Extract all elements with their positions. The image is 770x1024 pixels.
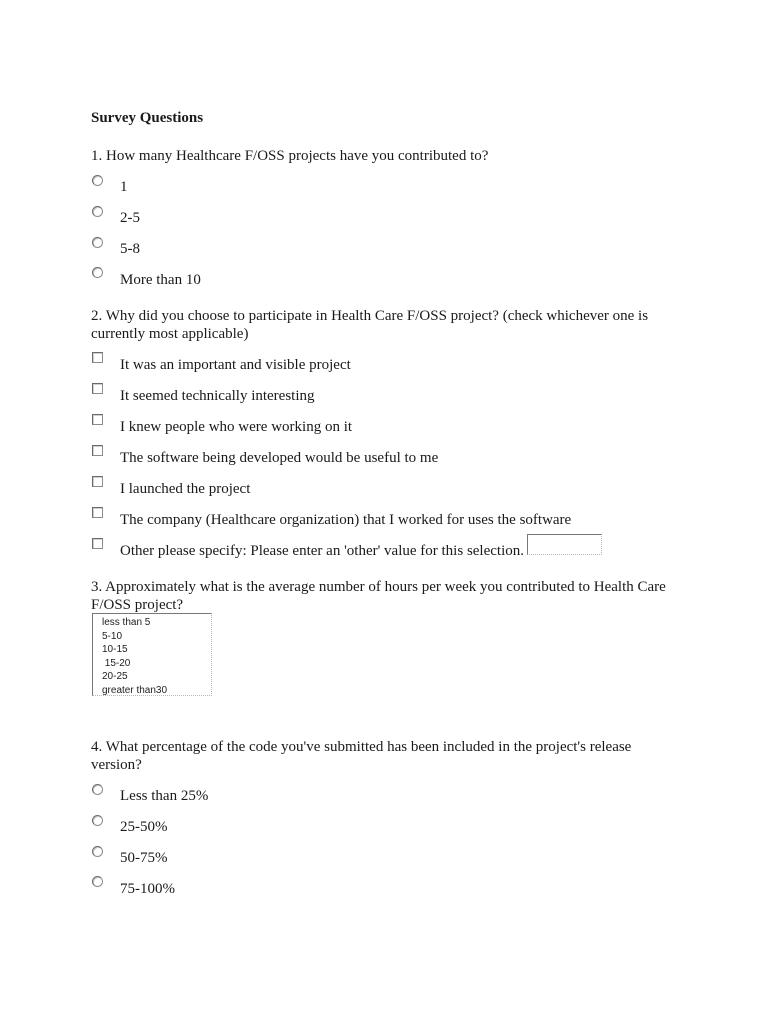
q2-checkbox-software-useful[interactable] [92,445,103,456]
q4-option-label: Less than 25% [120,788,209,804]
q3-list-option[interactable]: greater than30 [102,684,168,696]
q1-radio-5-8[interactable] [92,237,103,248]
q2-option-label: The company (Healthcare organization) that I worked for uses the software [120,512,572,528]
q3-list-option[interactable]: 10-15 [102,644,128,655]
q2-option-label: It seemed technically interesting [120,388,315,404]
q4-option-label: 75-100% [120,881,175,897]
q4-radio-75-100[interactable] [92,876,103,887]
question-4-text-line1: 4. What percentage of the code you've submitted has been included in the project's release [91,739,632,755]
q2-option-label: The software being developed would be useful to me [120,450,439,466]
q2-checkbox-important-project[interactable] [92,352,103,363]
q3-list-option[interactable]: 20-25 [102,671,128,682]
q2-checkbox-knew-people[interactable] [92,414,103,425]
q2-checkbox-company-uses[interactable] [92,507,103,518]
q1-radio-1[interactable] [92,175,103,186]
q4-option-label: 50-75% [120,850,168,866]
question-3-text-line1: 3. Approximately what is the average number of hours per week you contributed to Health Care [91,579,666,595]
q2-checkbox-other[interactable] [92,538,103,549]
question-4-text-line2: version? [91,757,142,773]
question-2-text-line1: 2. Why did you choose to participate in Health Care F/OSS project? (check whichever one is [91,308,649,324]
q2-option-label: I knew people who were working on it [120,419,353,435]
q2-checkbox-technically-interesting[interactable] [92,383,103,394]
q3-list-option[interactable]: 15-20 [102,657,131,669]
q4-radio-less-than-25[interactable] [92,784,103,795]
q1-radio-more-than-10[interactable] [92,267,103,278]
question-1-text: 1. How many Healthcare F/OSS projects have you contributed to? [91,148,489,164]
q1-option-label: 1 [120,179,128,195]
q3-hours-listbox[interactable] [92,613,212,696]
q2-option-label: It was an important and visible project [120,357,351,373]
q2-option-label: I launched the project [120,481,251,497]
q1-option-label: 2-5 [120,210,140,226]
q1-option-label: 5-8 [120,241,140,257]
question-2-text-line2: currently most applicable) [91,326,249,342]
q1-option-label: More than 10 [120,272,201,288]
q3-list-option[interactable]: less than 5 [102,617,151,628]
q2-checkbox-launched-project[interactable] [92,476,103,487]
q4-radio-50-75[interactable] [92,846,103,857]
q1-radio-2-5[interactable] [92,206,103,217]
q4-radio-25-50[interactable] [92,815,103,826]
page-title: Survey Questions [91,110,204,126]
q4-option-label: 25-50% [120,819,168,835]
q2-option-label-other: Other please specify: Please enter an 'other' value for this selection. [120,543,525,559]
q2-other-input[interactable] [527,534,602,555]
question-3-text-line2: F/OSS project? [91,597,184,613]
q3-list-option[interactable]: 5-10 [102,630,123,642]
